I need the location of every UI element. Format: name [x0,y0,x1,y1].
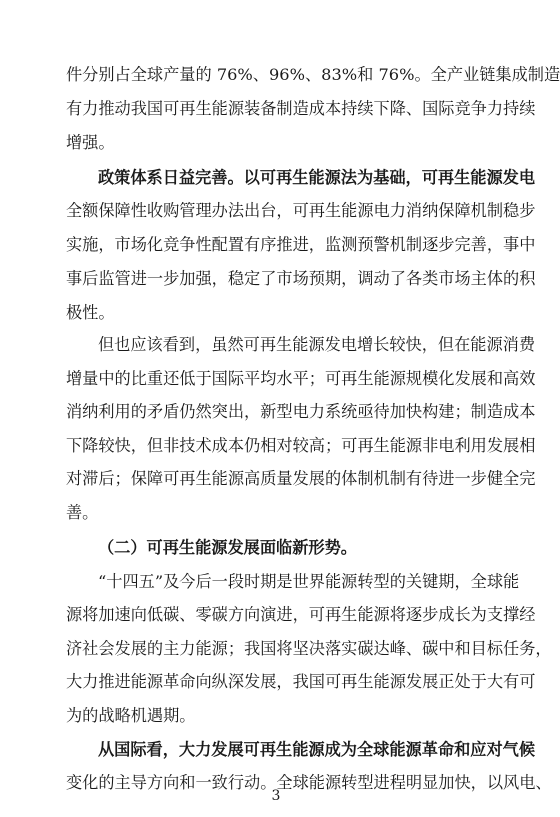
text-line: 极性。 [66,303,115,322]
page-number: 3 [271,788,281,804]
text-line: 增量中的比重还低于国际平均水平；可再生能源规模化发展和高效 [66,369,536,388]
text-line: 从国际看，大力发展可再生能源成为全球能源革命和应对气候 [98,740,536,759]
text-line: 增强。 [66,133,115,152]
text-line: 有力推动我国可再生能源装备制造成本持续下降、国际竞争力持续 [66,99,536,118]
text-line: 但也应该看到，虽然可再生能源发电增长较快，但在能源消费 [98,335,536,354]
text-line: 大力推进能源革命向纵深发展，我国可再生能源发展正处于大有可 [66,672,536,691]
text-line: 全额保障性收购管理办法出台，可再生能源电力消纳保障机制稳步 [66,201,536,220]
text-line: 政策体系日益完善。以可再生能源法为基础，可再生能源发电 [98,168,536,187]
text-line: 为的战略机遇期。 [66,706,196,725]
text-line: 事后监管进一步加强，稳定了市场预期，调动了各类市场主体的积 [66,269,536,288]
text-line: “十四五”及今后一段时期是世界能源转型的关键期，全球能 [98,572,520,591]
text-line: 善。 [66,503,99,522]
text-line: 消纳利用的矛盾仍然突出，新型电力系统亟待加快构建；制造成本 [66,402,536,421]
text-line: 件分别占全球产量的 76%、96%、83%和 76%。全产业链集成制造 [66,65,560,84]
text-line: 实施，市场化竞争性配置有序推进，监测预警机制逐步完善，事中 [66,235,536,254]
text-line: 对滞后；保障可再生能源高质量发展的体制机制有待进一步健全完 [66,469,536,488]
text-line: 变化的主导方向和一致行动。全球能源转型进程明显加快，以风电、 [66,773,552,792]
text-line: 济社会发展的主力能源；我国将坚决落实碳达峰、碳中和目标任务， [66,639,552,658]
text-line: 源将加速向低碳、零碳方向演进，可再生能源将逐步成长为支撑经 [66,605,536,624]
text-line: 下降较快，但非技术成本仍相对较高；可再生能源非电利用发展相 [66,436,536,455]
section-heading: （二）可再生能源发展面临新形势。 [98,538,357,557]
